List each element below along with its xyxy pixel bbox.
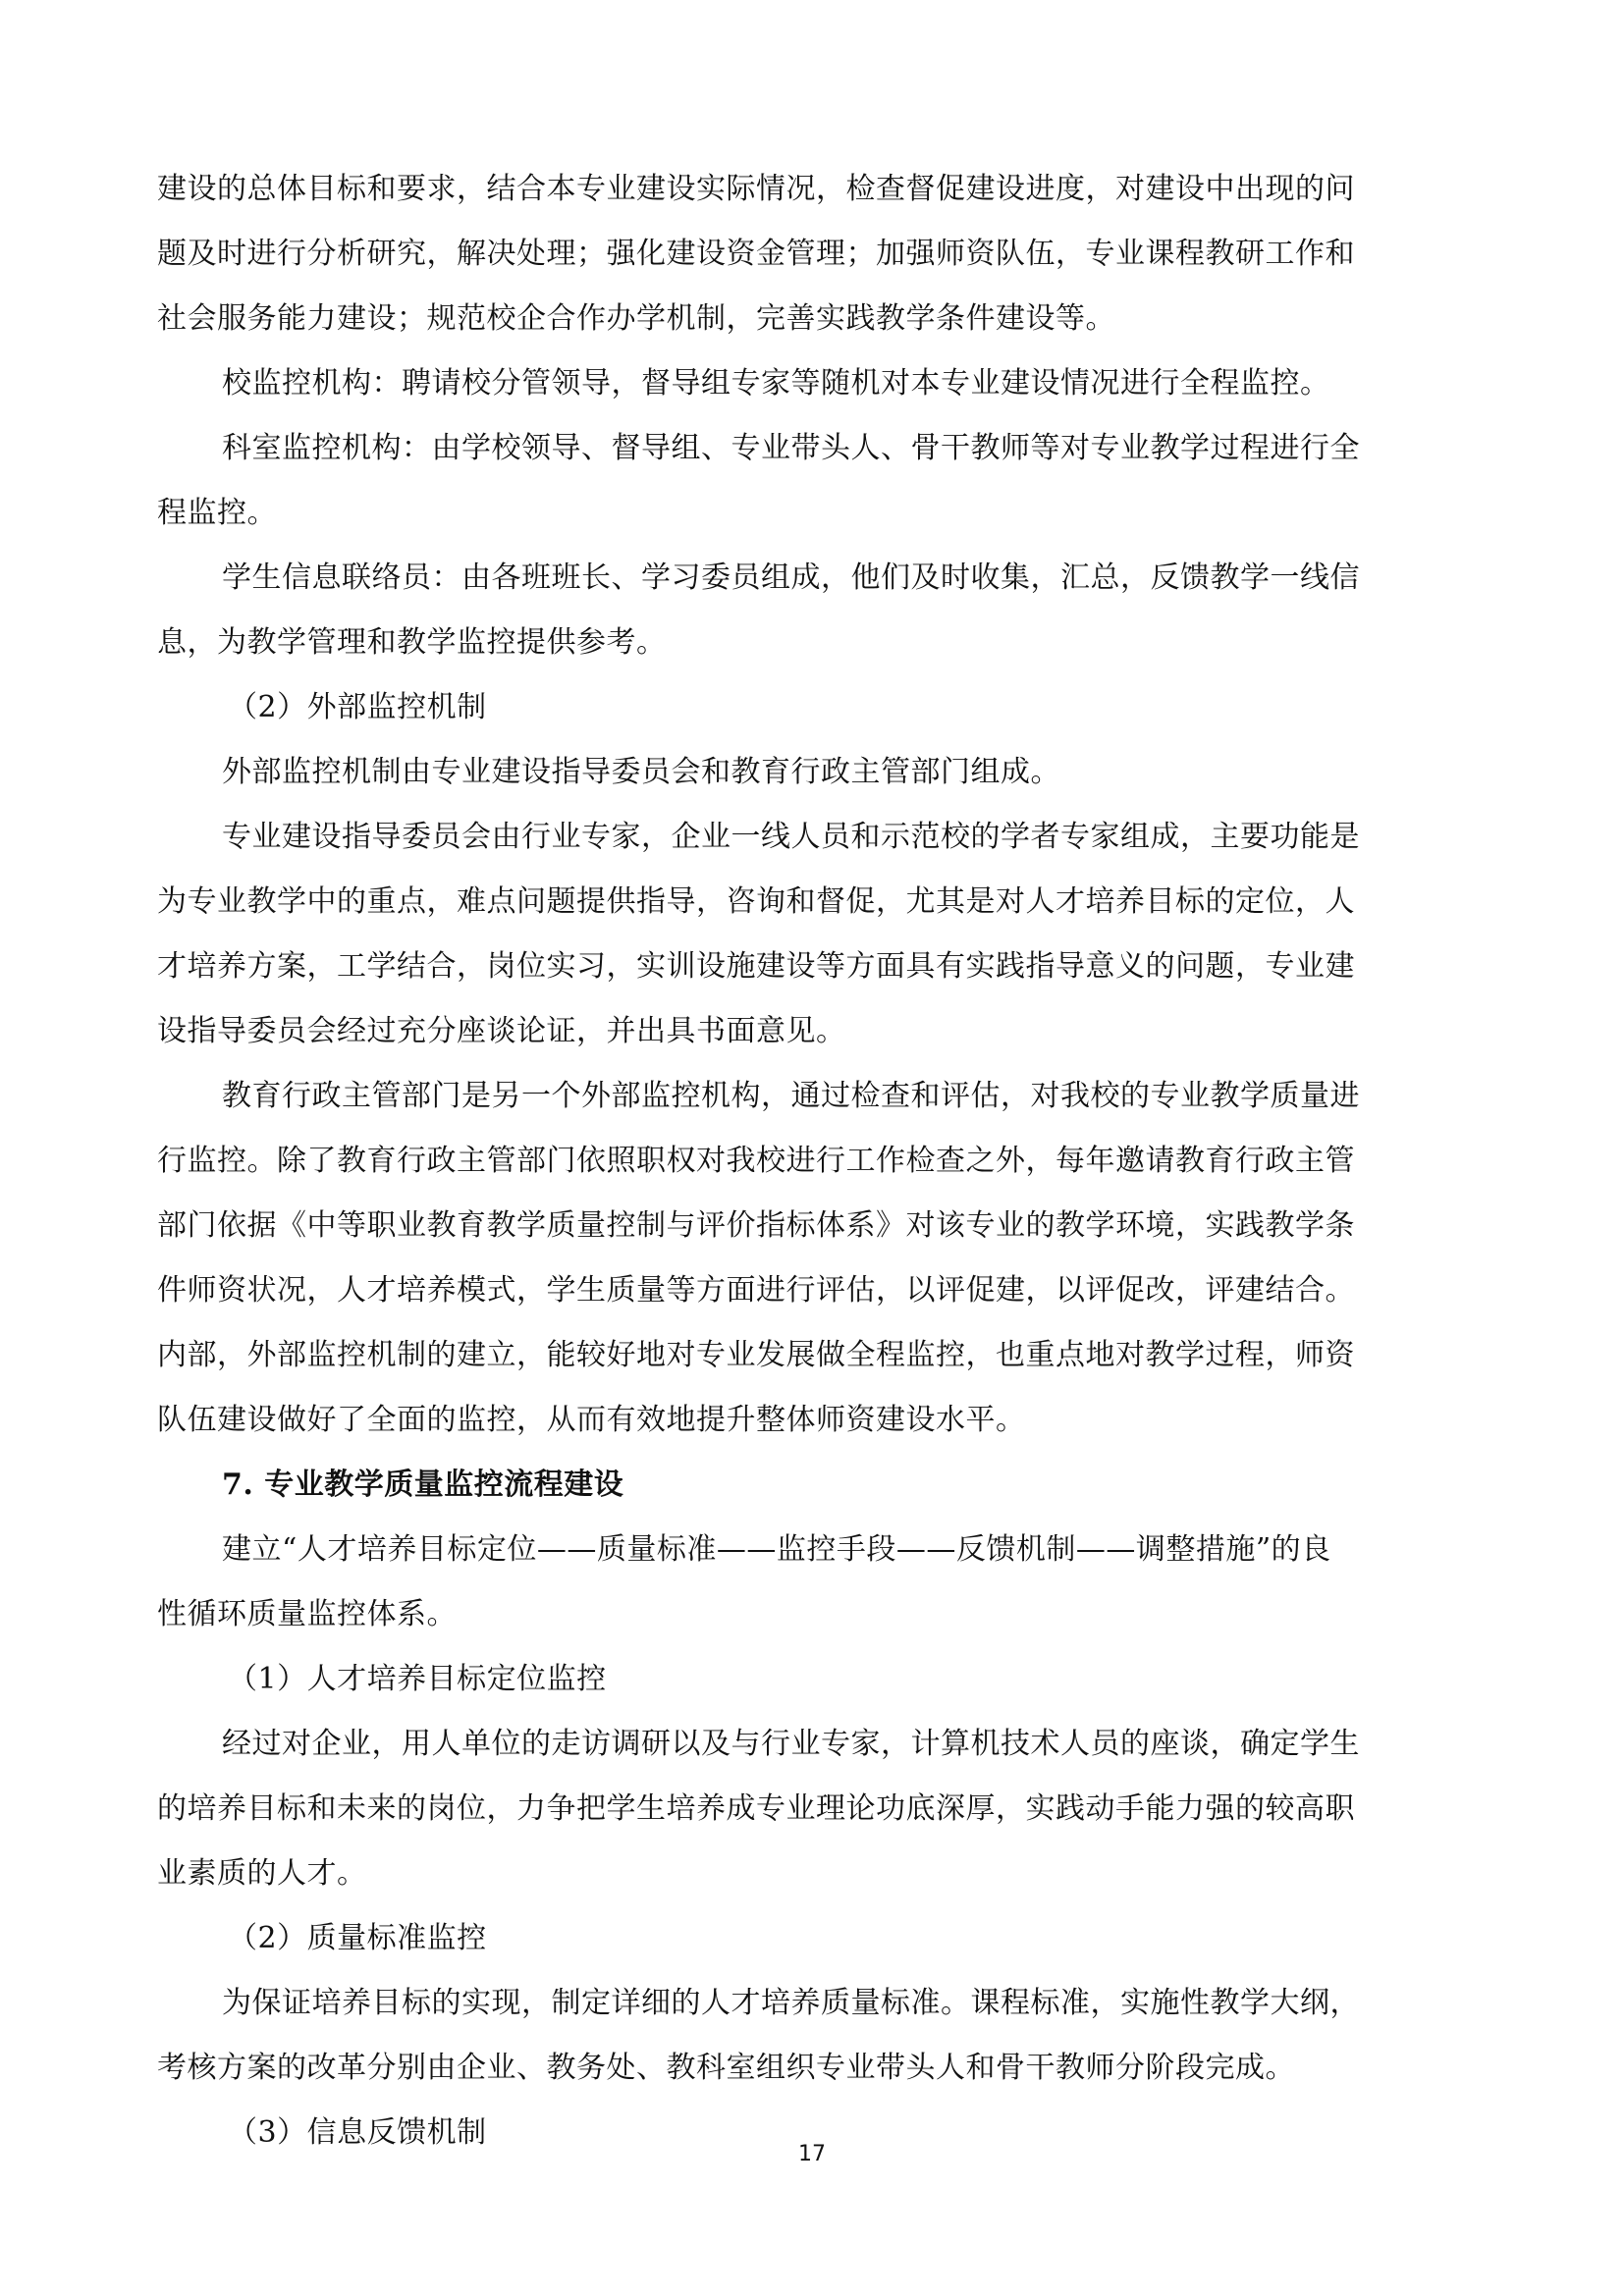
subsection-heading: （2）质量标准监控 — [228, 1921, 487, 1955]
paragraph-line: 经过对企业，用人单位的走访调研以及与行业专家，计算机技术人员的座谈，确定学生 — [222, 1727, 1360, 1761]
document-page — [157, 157, 1477, 2165]
paragraph-line: 行监控。除了教育行政主管部门依照职权对我校进行工作检查之外，每年邀请教育行政主管 — [157, 1144, 1355, 1178]
paragraph-line: 才培养方案，工学结合，岗位实习，实训设施建设等方面具有实践指导意义的问题，专业建 — [157, 949, 1355, 984]
paragraph-line: 外部监控机制由专业建设指导委员会和教育行政主管部门组成。 — [222, 755, 1060, 789]
page-number: 17 — [798, 2142, 826, 2166]
paragraph-line: 教育行政主管部门是另一个外部监控机构，通过检查和评估，对我校的专业教学质量进 — [222, 1079, 1360, 1113]
paragraph-line: 建立“人才培养目标定位——质量标准——监控手段——反馈机制——调整措施”的良 — [222, 1532, 1331, 1567]
paragraph-line: 设指导委员会经过充分座谈论证，并出具书面意见。 — [157, 1014, 846, 1048]
paragraph-line: 为保证培养目标的实现，制定详细的人才培养质量标准。课程标准，实施性教学大纲， — [222, 1986, 1360, 2020]
paragraph-line: 内部，外部监控机制的建立，能较好地对专业发展做全程监控，也重点地对教学过程，师资 — [157, 1338, 1355, 1372]
subsection-heading: （2）外部监控机制 — [228, 690, 487, 724]
paragraph-line: 息，为教学管理和教学监控提供参考。 — [157, 625, 667, 660]
paragraph-line: 件师资状况，人才培养模式，学生质量等方面进行评估，以评促建，以评促改，评建结合。 — [157, 1273, 1355, 1308]
paragraph-line: 专业建设指导委员会由行业专家，企业一线人员和示范校的学者专家组成，主要功能是 — [222, 820, 1360, 854]
paragraph-line: 题及时进行分析研究，解决处理；强化建设资金管理；加强师资队伍，专业课程教研工作和 — [157, 237, 1355, 271]
paragraph-line: 性循环质量监控体系。 — [157, 1597, 457, 1631]
paragraph-line: 为专业教学中的重点，难点问题提供指导，咨询和督促，尤其是对人才培养目标的定位，人 — [157, 884, 1355, 919]
paragraph-line: 队伍建设做好了全面的监控，从而有效地提升整体师资建设水平。 — [157, 1403, 1026, 1437]
paragraph-line: 考核方案的改革分别由企业、教务处、教科室组织专业带头人和骨干教师分阶段完成。 — [157, 2051, 1295, 2085]
paragraph-line: 的培养目标和未来的岗位，力争把学生培养成专业理论功底深厚，实践动手能力强的较高职 — [157, 1791, 1355, 1826]
paragraph-line: 程监控。 — [157, 496, 277, 530]
paragraph-line: 业素质的人才。 — [157, 1856, 367, 1891]
paragraph-line: 科室监控机构：由学校领导、督导组、专业带头人、骨干教师等对专业教学过程进行全 — [222, 431, 1360, 465]
section-heading: 7. 专业教学质量监控流程建设 — [222, 1468, 624, 1502]
paragraph-line: 学生信息联络员：由各班班长、学习委员组成，他们及时收集，汇总，反馈教学一线信 — [222, 561, 1360, 595]
paragraph-line: 校监控机构：聘请校分管领导，督导组专家等随机对本专业建设情况进行全程监控。 — [222, 366, 1330, 400]
paragraph-line: 社会服务能力建设；规范校企合作办学机制，完善实践教学条件建设等。 — [157, 301, 1115, 336]
subsection-heading: （1）人才培养目标定位监控 — [228, 1662, 607, 1696]
subsection-heading: （3）信息反馈机制 — [228, 2115, 487, 2150]
paragraph-line: 部门依据《中等职业教育教学质量控制与评价指标体系》对该专业的教学环境，实践教学条 — [157, 1208, 1355, 1243]
paragraph-line: 建设的总体目标和要求，结合本专业建设实际情况，检查督促建设进度，对建设中出现的问 — [157, 172, 1355, 206]
